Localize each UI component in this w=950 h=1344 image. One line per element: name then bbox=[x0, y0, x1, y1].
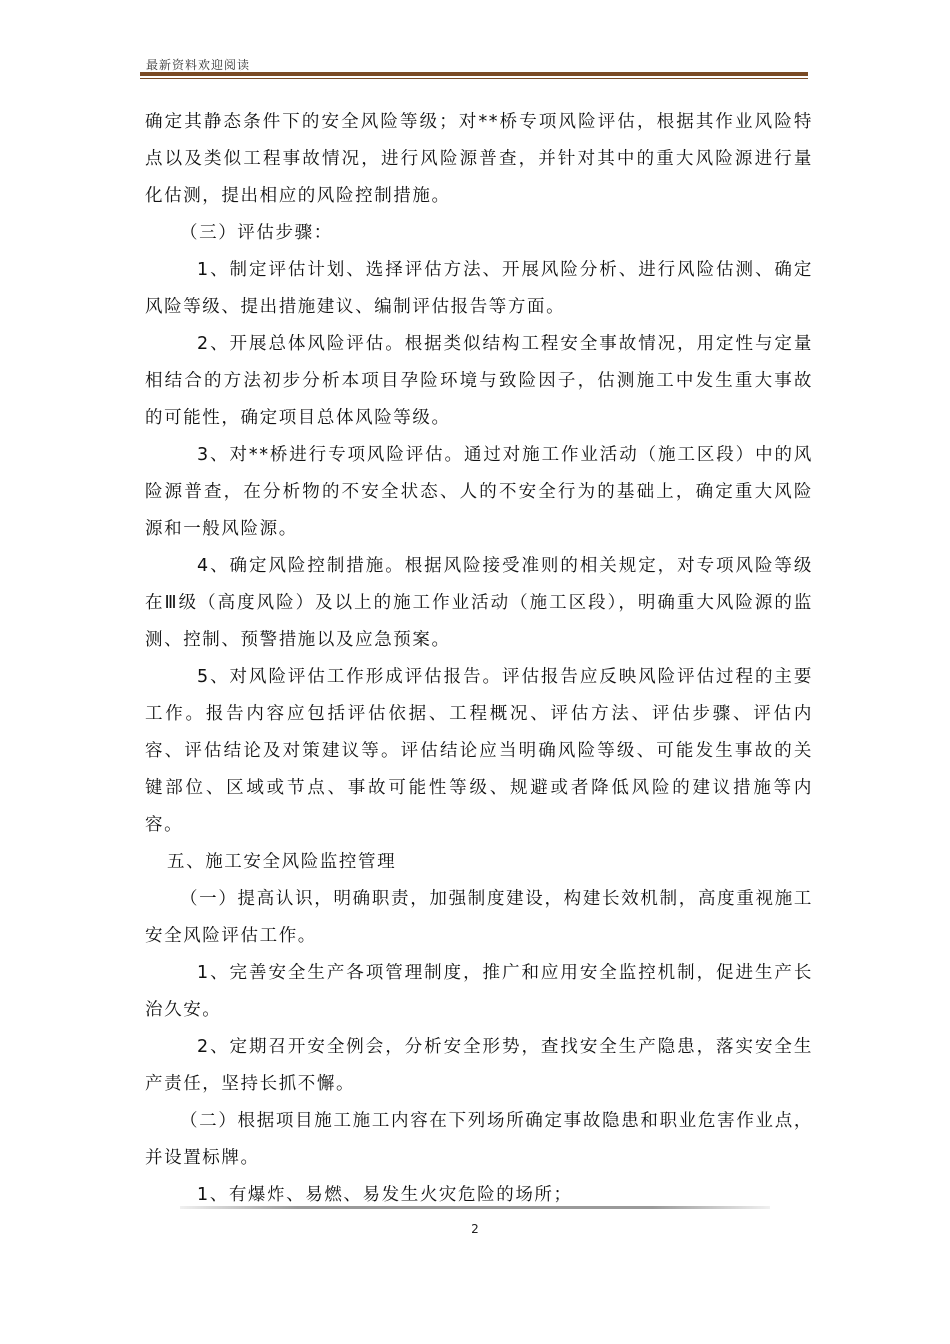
section-heading: 五、施工安全风险监控管理 bbox=[167, 852, 397, 872]
header-rule bbox=[140, 72, 808, 76]
paragraph: （三）评估步骤： bbox=[180, 223, 333, 243]
document-body bbox=[145, 104, 813, 1214]
paragraph: 1、有爆炸、易燃、易发生火灾危险的场所； bbox=[197, 1185, 573, 1205]
paragraph: 4、确定风险控制措施。根据风险接受准则的相关规定，对专项风险等级在Ⅲ级（高度风险）及以上的施工作业活动（施工区段），明确重大风险源的监测、控制、预警措施以及应急预案。 bbox=[145, 556, 814, 650]
paragraph: 5、对风险评估工作形成评估报告。评估报告应反映风险评估过程的主要工作。报告内容应包括评估依据、工程概况、评估方法、评估步骤、评估内容、评估结论及对策建议等。评估结论应当明确风险等级、可能发生事故的关键部位、区域或节点、事故可能性等级、规避或者降低风险的建议措施等内容。 bbox=[145, 667, 813, 835]
page-header: 最新资料欢迎阅读 bbox=[146, 58, 251, 72]
paragraph: 1、制定评估计划、选择评估方法、开展风险分析、进行风险估测、确定风险等级、提出措施建议、编制评估报告等方面。 bbox=[145, 260, 813, 317]
paragraph: 1、完善安全生产各项管理制度，推广和应用安全监控机制，促进生产长治久安。 bbox=[145, 963, 813, 1020]
footer-rule bbox=[180, 1206, 770, 1209]
paragraph: （一）提高认识，明确职责，加强制度建设，构建长效机制，高度重视施工安全风险评估工作。 bbox=[145, 889, 813, 946]
header-rule-thin bbox=[140, 78, 808, 79]
paragraph: （二）根据项目施工施工内容在下列场所确定事故隐患和职业危害作业点，并设置标牌。 bbox=[145, 1111, 813, 1168]
page-number: 2 bbox=[471, 1222, 479, 1236]
paragraph: 2、定期召开安全例会，分析安全形势，查找安全生产隐患，落实安全生产责任，坚持长抓不懈。 bbox=[145, 1037, 813, 1094]
paragraph: 2、开展总体风险评估。根据类似结构工程安全事故情况，用定性与定量相结合的方法初步分析本项目孕险环境与致险因子，估测施工中发生重大事故的可能性，确定项目总体风险等级。 bbox=[145, 334, 813, 428]
paragraph: 确定其静态条件下的安全风险等级；对**桥专项风险评估，根据其作业风险特点以及类似工程事故情况，进行风险源普查，并针对其中的重大风险源进行量化估测，提出相应的风险控制措施。 bbox=[145, 112, 813, 206]
paragraph: 3、对**桥进行专项风险评估。通过对施工作业活动（施工区段）中的风险源普查，在分析物的不安全状态、人的不安全行为的基础上，确定重大风险源和一般风险源。 bbox=[145, 445, 813, 539]
